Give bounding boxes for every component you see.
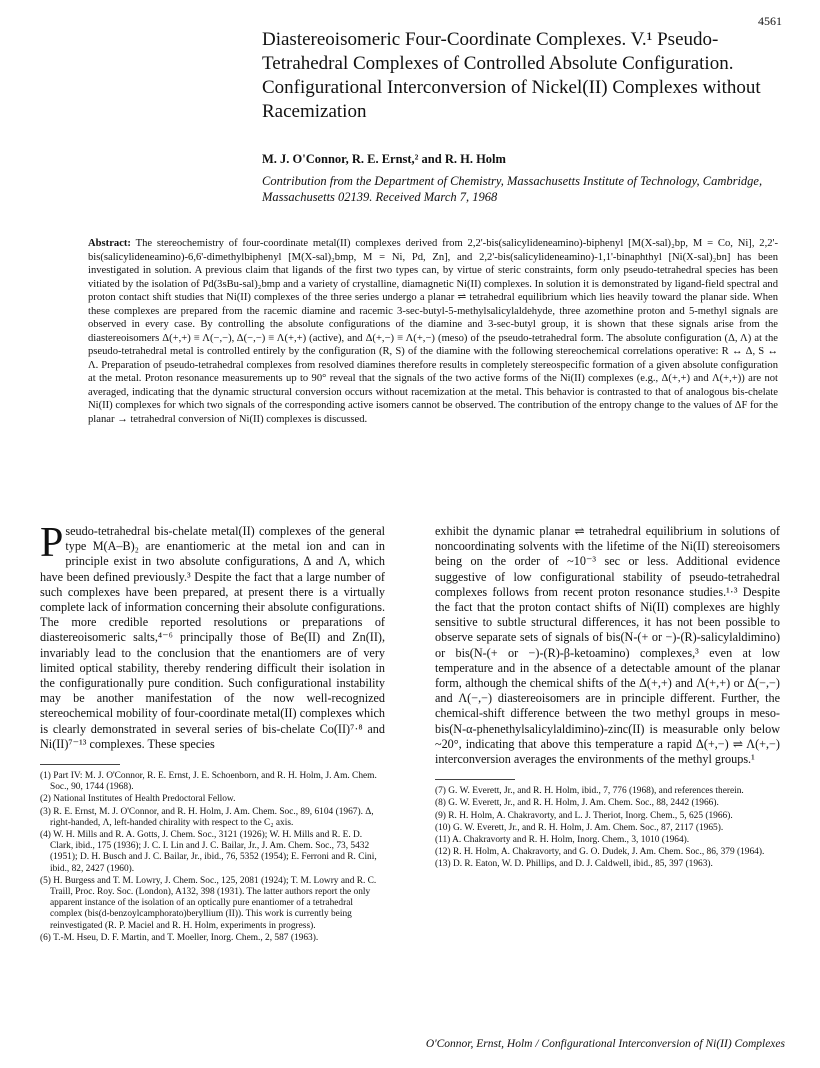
footnote: (8) G. W. Everett, Jr., and R. H. Holm, J. Am. Chem. Soc., 88, 2442 (1966). bbox=[435, 798, 719, 809]
article-title: Diastereoisomeric Four-Coordinate Complexes. V.¹ Pseudo-Tetrahedral Complexes of Controlled Absolute Configuration. Configurational Interconversion of Nickel(II) Complexes without Racemization bbox=[262, 29, 761, 122]
footnote: (7) G. W. Everett, Jr., and R. H. Holm, ibid., 7, 776 (1968), and references therein. bbox=[435, 786, 744, 797]
footnote: (3) R. E. Ernst, M. J. O'Connor, and R. H. Holm, J. Am. Chem. Soc., 89, 6104 (1967). Δ, right-handed, Λ, left-handed chirality with respect to the C₂ axis. bbox=[40, 806, 374, 828]
intro-paragraph bbox=[40, 520, 385, 752]
footnote: (12) R. H. Holm, A. Chakravorty, and G. O. Dudek, J. Am. Chem. Soc., 86, 379 (1964). bbox=[435, 847, 765, 858]
footnote: (11) A. Chakravorty and R. H. Holm, Inorg. Chem., 3, 1010 (1964). bbox=[435, 835, 690, 846]
running-footer: O'Connor, Ernst, Holm / Configurational Interconversion of Ni(II) Complexes bbox=[425, 1038, 785, 1050]
affiliation: Contribution from the Department of Chemistry, Massachusetts Institute of Technology, Cambridge, Massachusetts 02139. Received March 7, 1968 bbox=[262, 174, 763, 204]
footnote: (5) H. Burgess and T. M. Lowry, J. Chem. Soc., 125, 2081 (1924); T. M. Lowry and R. C. Traill, Proc. Roy. Soc. (London), A132, 398 (1931). The latter authors report the only apparent instance of the isolation of an optically pure enantiomer of a tetrahedral complex (bis(d-benzoylcamphorato)beryllium (II)). This work is currently being reinvestigated (R. P. Maciel and R. H. Holm, experiments in progress). bbox=[40, 875, 377, 931]
continuation-paragraph: exhibit the dynamic planar ⇌ tetrahedral equilibrium in solutions of noncoordinating solvents with the lifetime of the Ni(II) stereoisomers being on the order of ~10⁻³ sec or less. Additional evidence suggestive of low configurational stability of pseudo-tetrahedral complexes follows from recent proton resonance studies.¹·³ Despite the fact that the proton contact shifts of Ni(II) complexes are highly sensitive to subtle structural differences, it has not been possible to observe separate sets of signals of bis(N-(+ or −)-(R)-salicylaldimino) or bis(N-(+ or −)-(R)-β-ketoamino) complexes,³ even at low temperature and in the absence of a detectable amount of the planar form, although the chemical shifts of the Δ(+,+) and Λ(+,+) or Δ(−,−) and Λ(−,−) diastereoisomers are in principle different. Further, the chemical-shift difference between the two methyl groups in meso-bis(N-α-phenethylsalicylaldimino)-zinc(II) is measurable only below ~20°, indicating that above this temperature a rapid Δ(+,−) ⇌ Λ(+,−) interconversion averages the environments of the methyl groups.¹ bbox=[435, 524, 780, 767]
footnote: (1) Part IV: M. J. O'Connor, R. E. Ernst, J. E. Schoenborn, and R. H. Holm, J. Am. Chem. Soc., 90, 1744 (1968). bbox=[40, 771, 377, 793]
abstract bbox=[88, 237, 778, 426]
footnotes-left bbox=[40, 771, 385, 944]
footnote-divider bbox=[435, 779, 515, 780]
footnote: (2) National Institutes of Health Predoctoral Fellow. bbox=[40, 794, 236, 805]
footnote: (9) R. H. Holm, A. Chakravorty, and L. J. Theriot, Inorg. Chem., 5, 625 (1966). bbox=[435, 810, 733, 821]
footnote: (10) G. W. Everett, Jr., and R. H. Holm, J. Am. Chem. Soc., 87, 2117 (1965). bbox=[435, 822, 724, 833]
abstract-text: The stereochemistry of four-coordinate metal(II) complexes derived from 2,2'-bis(salicylideneamino)-biphenyl [M(X-sal)₂bp, M = Co, Ni], 2,2'-bis(salicylideneamino)-6,6'-dimethylbiphenyl [M(X-sal)₂bmp, M = Ni, Pd, Zn], and 2,2'-bis(salicylideneamino)-1,1'-binaphthyl [Ni(X-sal)₂bn] has been investigated in solution. A previous claim that ligands of the first two types can, by virtue of steric constraints, form only pseudo-tetrahedral species has been vitiated by the isolation of Pd(3sBu-sal)₂bmp and a variety of crystalline, diamagnetic Ni(II) complexes. In solution it is demonstrated by ligand-field spectral and proton contact shift studies that Ni(II) complexes of the three series undergo a planar ⇌ tetrahedral equilibrium which lies heavily toward the planar side. When these complexes are prepared from the racemic diamine and racemic 3-sec-butyl-5-methylsalicylaldehyde, three azomethine proton and 5-methyl signals are observed in every case. By controlling the absolute configurations of the diamine and 3-sec-butyl group, it is shown that these signals arise from the diastereoisomers Δ(+,+) ≡ Λ(−,−), Δ(−,−) ≡ Λ(+,+) (active), and Δ(+,−) ≡ Λ(+,−) (meso) of the pseudo-tetrahedral form. The absolute configuration (Δ, Λ) at the pseudo-tetrahedral metal is controlled entirely by the configuration (R, S) of the diamine with the following stereochemical correlations operative: R ↔ Δ, S ↔ Λ. Preparation of pseudo-tetrahedral complexes from resolved diamines therefore results in completely stereospecific formation of a given absolute configuration at the metal. Proton resonance measurements up to 90° reveal that the signals of the two active forms of the Ni(II) complexes (e.g., Δ(+,+) and Λ(+,+)) are not averaged, indicating that the dynamic structural conversion occurs without racemization at the metal. This behavior is contrasted to that of analogous bis-chelate Ni(II) complexes for which two signals of the corresponding active isomers cannot be observed. The contribution of the entropy change to the values of ΔF for the planar → tetrahedral conversion of Ni(II) complexes is discussed. bbox=[88, 238, 778, 425]
footnote-divider bbox=[40, 764, 120, 765]
left-column bbox=[40, 520, 385, 945]
right-column bbox=[435, 524, 780, 872]
page-number: 4561 bbox=[758, 14, 782, 28]
abstract-label: Abstract: bbox=[88, 238, 131, 249]
footnote: (4) W. H. Mills and R. A. Gotts, J. Chem. Soc., 3121 (1926); W. H. Mills and R. E. D. Clark, ibid., 175 (1936); J. C. I. Lin and J. C. Bailar, Jr., J. Am. Chem. Soc., 73, 5432 (1951); D. H. Busch and J. C. Bailar, Jr., ibid., 76, 5352 (1954); E. Ferroni and R. Cini, ibid., 82, 2427 (1960). bbox=[40, 830, 377, 874]
footnote: (13) D. R. Eaton, W. D. Phillips, and D. J. Caldwell, ibid., 85, 397 (1963). bbox=[435, 859, 713, 870]
footnotes-right bbox=[435, 786, 780, 870]
dropcap: P bbox=[40, 520, 64, 566]
footnote: (6) T.-M. Hseu, D. F. Martin, and T. Moeller, Inorg. Chem., 2, 587 (1963). bbox=[40, 932, 319, 943]
intro-text: seudo-tetrahedral bis-chelate metal(II) complexes of the general type M(A–B)₂ are enantiomeric at the metal ion and can in principle exist in two absolute configurations, Δ and Λ, which have been defined previously.³ Despite the fact that a large number of such complexes have been prepared, at present there is a virtually complete lack of information concerning their absolute configurations. The more credible reported resolutions or preparations of diastereoisomeric salts,⁴⁻⁶ principally those of Be(II) and Zn(II), invariably lead to the conclusion that the enantiomers are of very limited optical stability, thereby rendering difficult their isolation in the configurationally pure condition. Such configurational instability may be another manifestation of the now well-recognized stereochemical mobility of four-coordinate metal(II) complexes which is clearly demonstrated in several series of bis-chelate Co(II)⁷·⁸ and Ni(II)⁷⁻¹³ complexes. These species bbox=[40, 524, 385, 751]
authors: M. J. O'Connor, R. E. Ernst,² and R. H. Holm bbox=[262, 152, 506, 166]
